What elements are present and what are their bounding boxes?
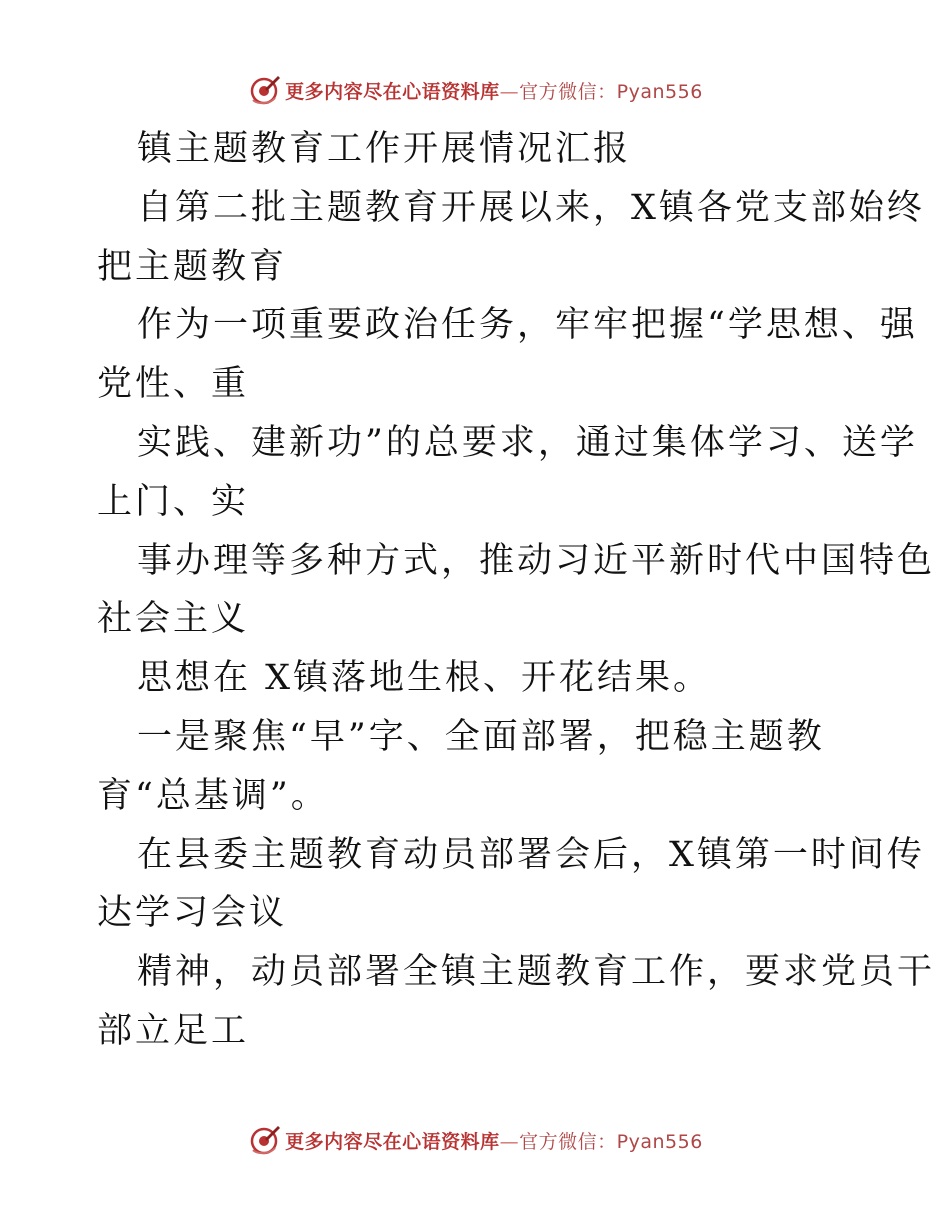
document-line: 上门、实 <box>97 481 250 522</box>
document-line: 达学习会议 <box>97 893 288 934</box>
document-line: 一是聚焦“早”字、全面部署，把稳主题教 <box>137 716 825 757</box>
document-line: 作为一项重要政治任务，牢牢把握“学思想、强 <box>137 305 918 346</box>
document-line: 社会主义 <box>97 599 250 640</box>
document-line: 育“总基调”。 <box>97 775 329 816</box>
document-line: 部立足工 <box>97 1010 250 1051</box>
document-line: 精神，动员部署全镇主题教育工作，要求党员干 <box>137 952 936 993</box>
watermark-sep: — <box>499 80 520 103</box>
watermark-text <box>285 77 703 104</box>
pen-circle-logo-icon <box>247 73 281 107</box>
footer-watermark <box>0 1120 950 1160</box>
watermark-text <box>285 1127 703 1154</box>
document-line: 实践、建新功”的总要求，通过集体学习、送学 <box>137 422 918 463</box>
document-line: 在县委主题教育动员部署会后，X镇第一时间传 <box>137 834 925 875</box>
pen-circle-logo-icon <box>247 1123 281 1157</box>
document-line: 事办理等多种方式，推动习近平新时代中国特色 <box>137 540 936 581</box>
header-watermark <box>0 70 950 110</box>
watermark-suffix: 官方微信：Pyan556 <box>519 80 703 103</box>
watermark-main: 更多内容尽在心语资料库 <box>285 1130 500 1153</box>
document-title: 镇主题教育工作开展情况汇报 <box>137 129 632 169</box>
document-line: 党性、重 <box>97 364 250 405</box>
document-line: 把主题教育 <box>97 246 288 287</box>
watermark-sep: — <box>499 1130 520 1153</box>
watermark-suffix: 官方微信：Pyan556 <box>519 1130 703 1153</box>
watermark-main: 更多内容尽在心语资料库 <box>285 80 500 103</box>
document-line: 自第二批主题教育开展以来，X镇各党支部始终 <box>137 187 925 228</box>
document-body <box>97 120 936 1061</box>
document-line: 思想在 X镇落地生根、开花结果。 <box>137 658 712 699</box>
